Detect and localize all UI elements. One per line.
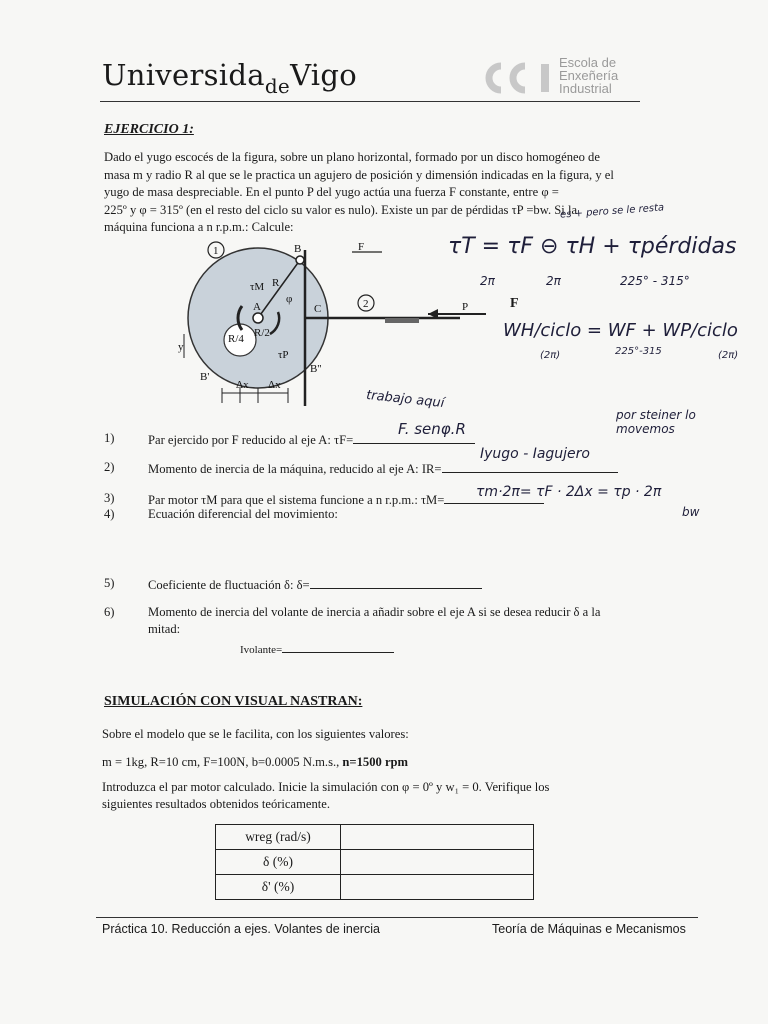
fig-label-A: A <box>253 301 261 313</box>
fig-label-R2: R/2 <box>254 327 270 339</box>
hw-note-top: es + pero se le resta <box>559 202 665 221</box>
answer-2: Iyugo - Iagujero <box>480 446 590 462</box>
simulation-line-1: Sobre el modelo que se le facilita, con los siguientes valores: <box>102 727 409 741</box>
fig-label-1: 1 <box>213 245 219 257</box>
question-6-text-cont: mitad: <box>148 622 181 636</box>
question-4-text: Ecuación diferencial del movimiento: <box>148 507 338 521</box>
fig-label-2: 2 <box>363 298 369 310</box>
row-value-wreg[interactable] <box>341 825 534 850</box>
fig-label-y: y <box>178 341 184 353</box>
answer-3-bw: bw <box>682 505 700 519</box>
exercise-statement: Dado el yugo escocés de la figura, sobre un plano horizontal, formado por un disco homogéneo de masa m y radio R al que se le practica un agujero de posición y dimensión indicadas en la figura, y el yugo de masa despreciable. En el punto P del yugo actúa una fuerza F constante, entre φ = 225º y φ = 315º (en el resto del ciclo su valor es nulo). Existe un par de pérdidas τP =bw. Si la máquina funciona a n r.p.m.: Calcule: <box>104 150 614 234</box>
question-4-number: 4) <box>104 507 115 521</box>
hw-w-sub3: (2π) <box>718 350 739 361</box>
question-3-text: Par motor τM para que el sistema funcione a n r.p.m.: τM= <box>148 491 544 508</box>
results-table <box>215 824 534 900</box>
hw-under-3: 225° - 315° <box>620 274 690 288</box>
question-6-text: Momento de inercia del volante de inercia a añadir sobre el eje A si se desea reducir δ a la <box>148 605 601 619</box>
table-row <box>216 875 534 900</box>
simulation-rpm: n=1500 rpm <box>342 755 409 769</box>
hw-w-sub2: 225°-315 <box>615 346 662 357</box>
simulation-line-2: m = 1kg, R=10 cm, F=100N, b=0.0005 N.m.s., n=1500 rpm <box>102 755 409 769</box>
fig-label-tauM: τM <box>250 281 265 293</box>
question-5-text: Coeficiente de fluctuación δ: δ= <box>148 576 482 593</box>
footer-right: Teoría de Máquinas e Mecanismos <box>492 922 686 936</box>
university-de: de <box>264 74 291 98</box>
answer-3: τm·2π= τF · 2Δx = τp · 2π <box>476 484 662 500</box>
simulation-line-3: Introduzca el par motor calculado. Inicie la simulación con φ = 0º y w₁ = 0. Verifique los <box>102 780 550 794</box>
hw-steiner: por steiner lo movemos <box>616 408 696 436</box>
question-3-number: 3) <box>104 491 115 505</box>
table-row <box>216 825 534 850</box>
hw-trabajo: trabajo aquí <box>365 387 445 412</box>
flywheel-inertia: Ivolante= <box>240 640 394 656</box>
fig-label-F-arrow: F <box>510 296 519 311</box>
university-logo <box>102 58 357 98</box>
scotch-yoke-figure <box>170 238 490 408</box>
row-value-delta-prime[interactable] <box>341 875 534 900</box>
school-name: Escola de Enxeñería Industrial <box>559 55 619 96</box>
hw-equation: τT = τF ⊖ τH + τpérdidas <box>448 234 737 259</box>
hw-w-sub1: (2π) <box>540 350 561 361</box>
fig-label-R4: R/4 <box>228 333 244 345</box>
fig-label-R: R <box>272 277 280 289</box>
university-name-end: Vigo <box>290 58 357 92</box>
question-1-text: Par ejercido por F reducido al eje A: τF= <box>148 431 475 448</box>
question-2-number: 2) <box>104 460 115 474</box>
fig-label-B1: B' <box>200 371 210 383</box>
simulation-title: SIMULACIÓN CON VISUAL NASTRAN: <box>104 694 363 709</box>
fig-label-P: P <box>462 301 469 313</box>
fig-label-C: C <box>314 303 322 315</box>
school-logo-icon <box>483 58 557 98</box>
question-1-number: 1) <box>104 431 115 445</box>
university-name: Universida <box>102 58 265 92</box>
hw-w-equation: WH/ciclo = WF + WP/ciclo <box>503 320 738 341</box>
question-5-number: 5) <box>104 576 115 590</box>
fig-label-dx2: Δx <box>268 379 281 391</box>
exercise-title: EJERCICIO 1: <box>104 122 194 137</box>
fig-label-dx1: Δx <box>236 379 249 391</box>
fig-label-B: B <box>294 243 302 255</box>
footer-left: Práctica 10. Reducción a ejes. Volantes de inercia <box>102 922 380 936</box>
row-value-delta[interactable] <box>341 850 534 875</box>
fig-label-phi: φ <box>286 293 293 305</box>
row-label-delta-prime: δ' (%) <box>216 875 341 900</box>
header-rule <box>100 101 640 102</box>
row-label-wreg: wreg (rad/s) <box>216 825 341 850</box>
row-label-delta: δ (%) <box>216 850 341 875</box>
fig-label-F-top: F <box>358 241 365 253</box>
table-row <box>216 850 534 875</box>
footer-rule <box>96 917 698 918</box>
question-2-text: Momento de inercia de la máquina, reducido al eje A: IR= <box>148 460 618 477</box>
hw-under-2: 2π <box>546 274 561 288</box>
question-6-number: 6) <box>104 605 115 619</box>
simulation-line-4: siguientes resultados obtenidos teóricamente. <box>102 797 331 811</box>
fig-label-tauP: τP <box>278 349 289 361</box>
fig-label-B2: B'' <box>310 363 322 375</box>
answer-1: F. senφ.R <box>398 420 466 438</box>
hw-under-1: 2π <box>480 274 495 288</box>
